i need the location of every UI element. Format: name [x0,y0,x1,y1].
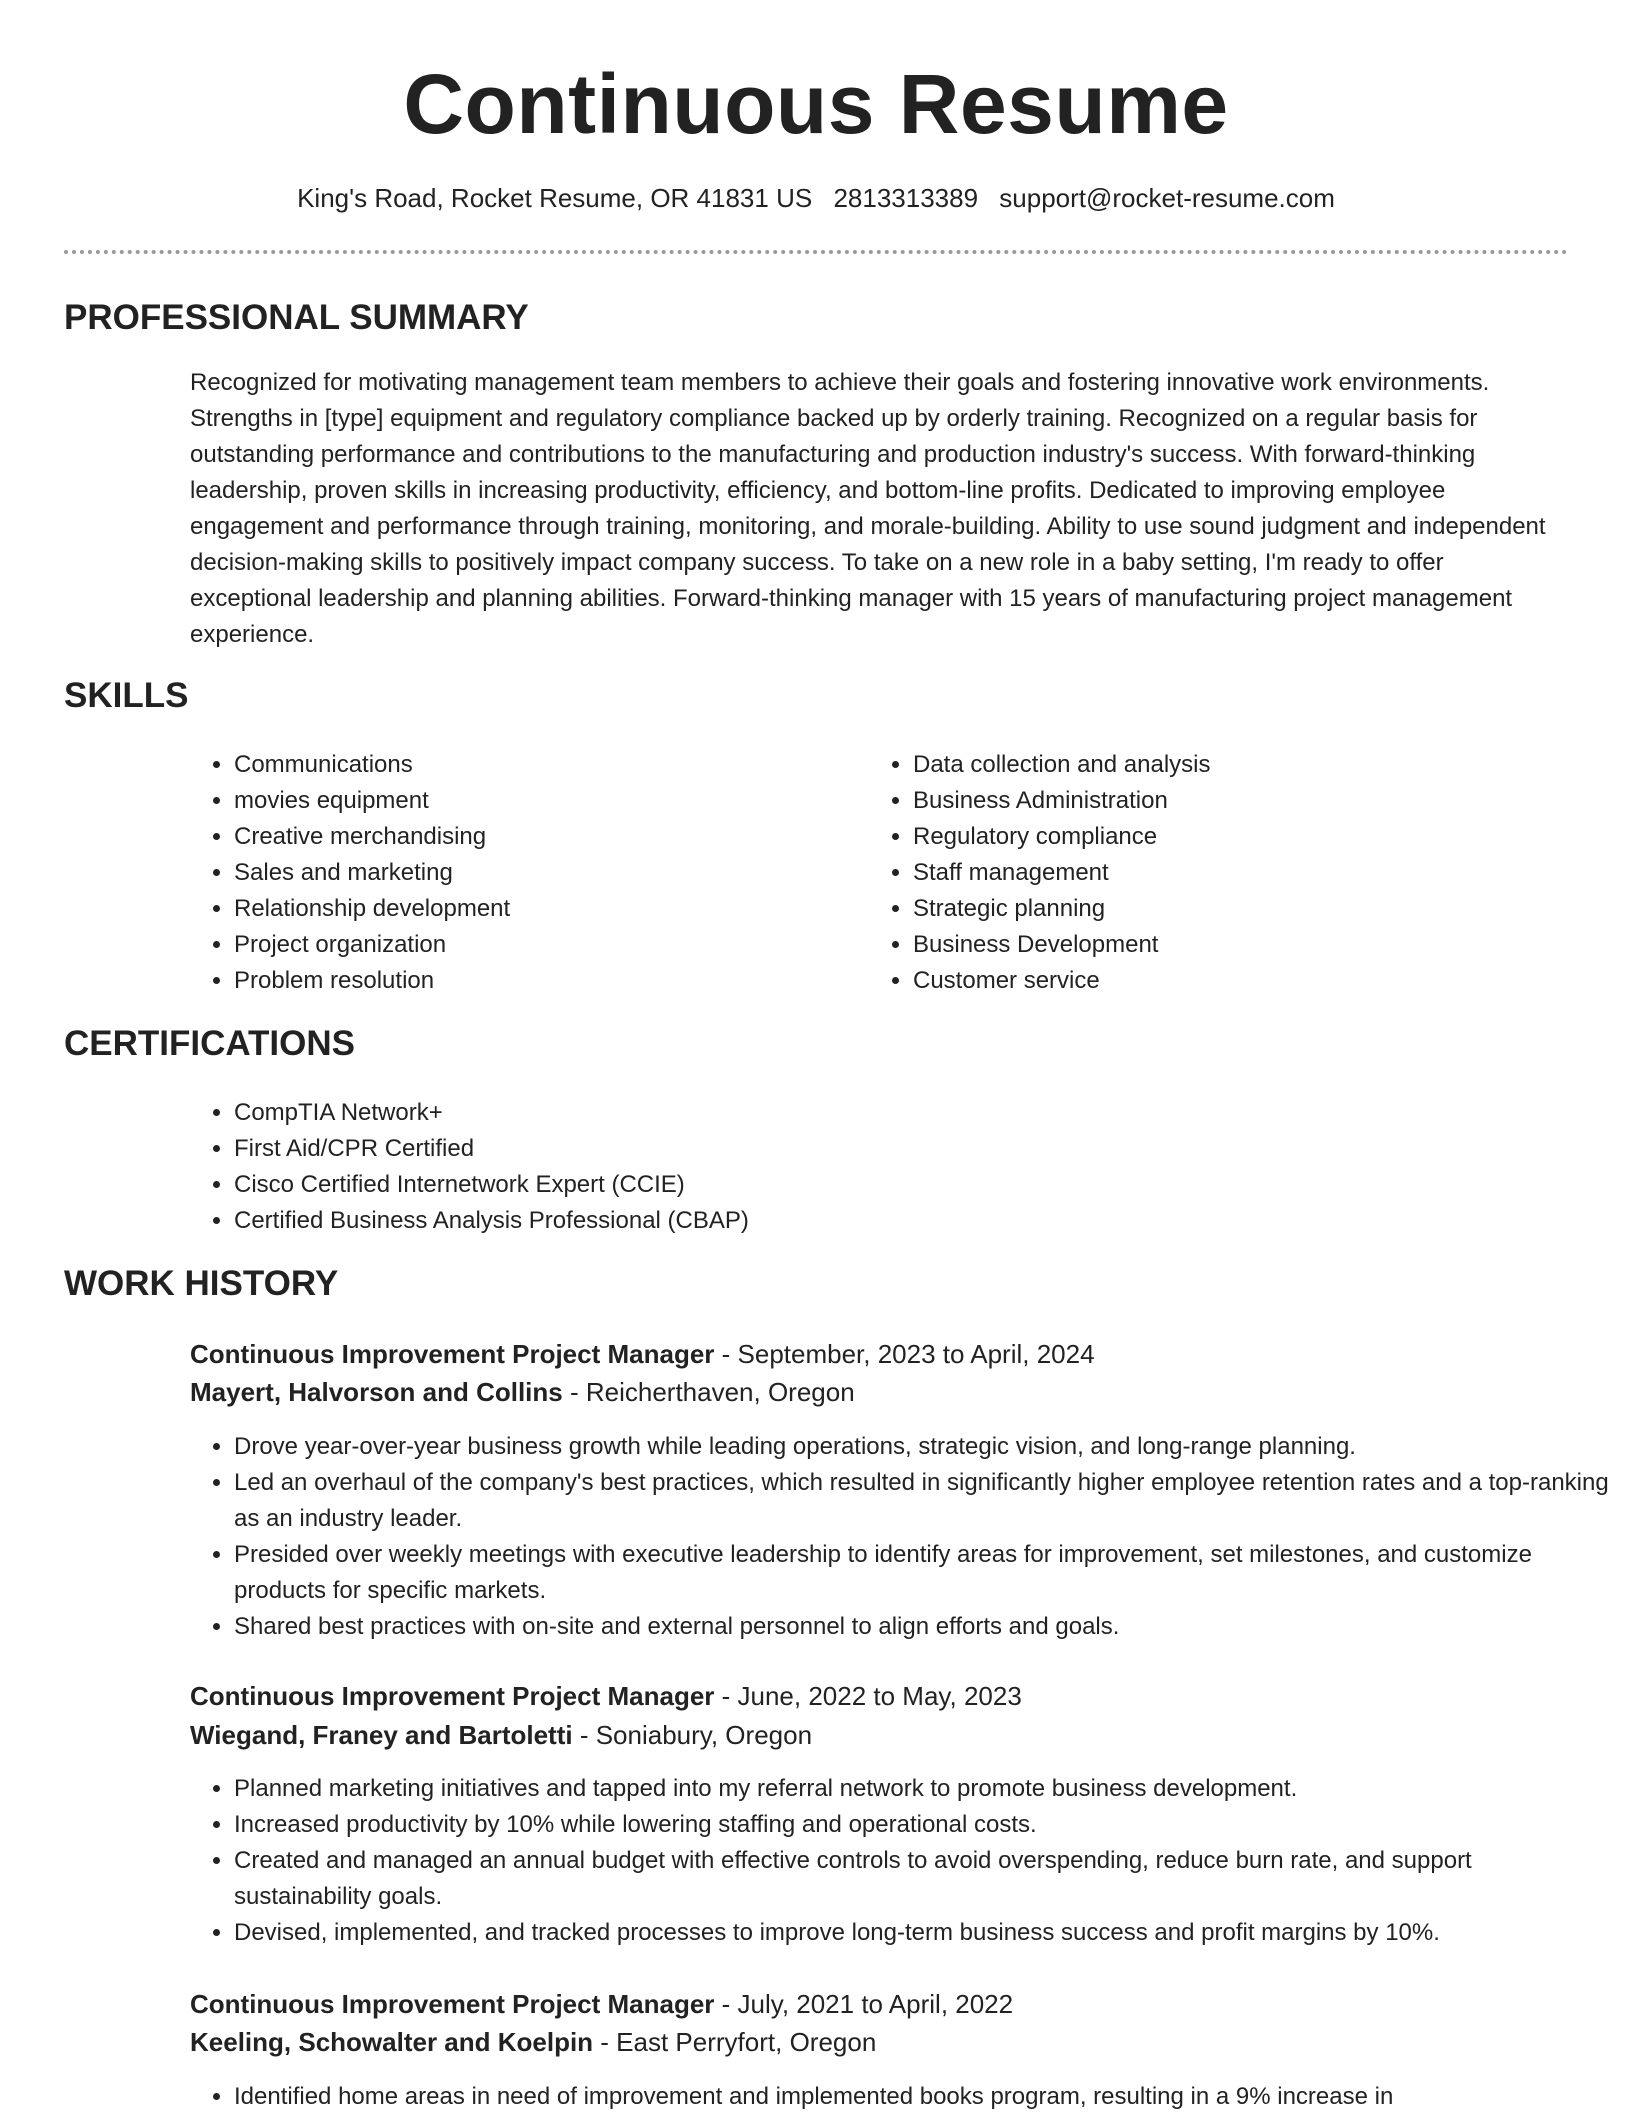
job-location: - Reicherthaven, Oregon [562,1377,855,1407]
job-location: - Soniabury, Oregon [572,1720,813,1750]
list-item: • Business Development [913,927,1553,963]
section-title-certifications: CERTIFICATIONS [64,1024,356,1063]
list-item: • Problem resolution [234,963,854,999]
job-company-line [190,2023,876,2061]
job-bullets [190,1429,1614,1645]
job-title-line [190,1677,1022,1715]
list-item: • Planned marketing initiatives and tapped into my referral network to promote business development. [234,1771,1614,1807]
job-company-line [190,1716,812,1754]
list-item: • Identified home areas in need of improvement and implemented books program, resulting in a 9% increase in [234,2079,1614,2115]
list-item: • Shared best practices with on-site and external personnel to align efforts and goals. [234,1609,1614,1645]
section-title-skills: SKILLS [64,676,189,715]
job-company-line [190,1373,855,1411]
list-item: • Led an overhaul of the company's best practices, which resulted in significantly higher employee retention rates and a top-ranking as an industry leader. [234,1465,1614,1537]
job-title-line [190,1335,1095,1373]
header-divider [64,250,1568,254]
list-item: • Increased productivity by 10% while lowering staffing and operational costs. [234,1807,1614,1843]
list-item: • Certified Business Analysis Professional (CBAP) [234,1203,1534,1239]
summary-text: Recognized for motivating management team members to achieve their goals and fostering innovative work environments. Strengths in [type] equipment and regulatory compliance backed up by orderly training. Recognized on a regular basis for outstanding performance and contributions to the manufacturing and production industry's success. With forward-thinking leadership, proven skills in increasing productivity, efficiency, and bottom-line profits. Dedicated to improving employee engagement and performance through training, monitoring, and morale-building. Ability to use sound judgment and independent decision-making skills to positively impact company success. To take on a new role in a baby setting, I'm ready to offer exceptional leadership and planning abilities. Forward-thinking manager with 15 years of manufacturing project management experience. [190,369,1546,648]
job-title: Continuous Improvement Project Manager [190,1681,715,1711]
list-item: • CompTIA Network+ [234,1095,1534,1131]
list-item: • Data collection and analysis [913,747,1553,783]
list-item: • Drove year-over-year business growth while leading operations, strategic vision, and long-range planning. [234,1429,1614,1465]
job-dates: - September, 2023 to April, 2024 [714,1339,1095,1369]
list-item: • Presided over weekly meetings with executive leadership to identify areas for improvement, set milestones, and customize products for specific markets. [234,1537,1614,1609]
contact-line [0,180,1632,216]
list-item: • Communications [234,747,854,783]
list-item: • Cisco Certified Internetwork Expert (CCIE) [234,1167,1534,1203]
list-item: • Project organization [234,927,854,963]
contact-phone: 2813313389 [833,183,979,213]
list-item: • Strategic planning [913,891,1553,927]
list-item: • movies equipment [234,783,854,819]
list-item: • First Aid/CPR Certified [234,1131,1534,1167]
contact-email[interactable]: support@rocket-resume.com [999,183,1335,213]
job-title: Continuous Improvement Project Manager [190,1989,715,2019]
list-item: • Creative merchandising [234,819,854,855]
list-item: • Devised, implemented, and tracked processes to improve long-term business success and profit margins by 10%. [234,1915,1614,1951]
contact-address: King's Road, Rocket Resume, OR 41831 US [297,183,813,213]
job-company: Mayert, Halvorson and Collins [190,1377,563,1407]
list-item: • Sales and marketing [234,855,854,891]
section-title-summary: PROFESSIONAL SUMMARY [64,298,529,337]
list-item: • Business Administration [913,783,1553,819]
job-location: - East Perryfort, Oregon [593,2027,877,2057]
job-title: Continuous Improvement Project Manager [190,1339,715,1369]
job-dates: - July, 2021 to April, 2022 [714,1989,1014,2019]
list-item: • Staff management [913,855,1553,891]
job-company: Wiegand, Franey and Bartoletti [190,1720,573,1750]
skills-list-left [190,747,854,999]
job-bullets [190,1771,1614,1951]
certifications-list [190,1095,1534,1239]
job-title-line [190,1985,1013,2023]
job-dates: - June, 2022 to May, 2023 [714,1681,1022,1711]
list-item: • Customer service [913,963,1553,999]
list-item: • Relationship development [234,891,854,927]
job-bullets [190,2079,1614,2115]
section-title-work-history: WORK HISTORY [64,1264,339,1303]
skills-list-right [869,747,1553,999]
list-item: • Regulatory compliance [913,819,1553,855]
list-item: • Created and managed an annual budget with effective controls to avoid overspending, reduce burn rate, and support sustainability goals. [234,1843,1614,1915]
job-company: Keeling, Schowalter and Koelpin [190,2027,594,2057]
candidate-name: Continuous Resume [403,57,1229,151]
